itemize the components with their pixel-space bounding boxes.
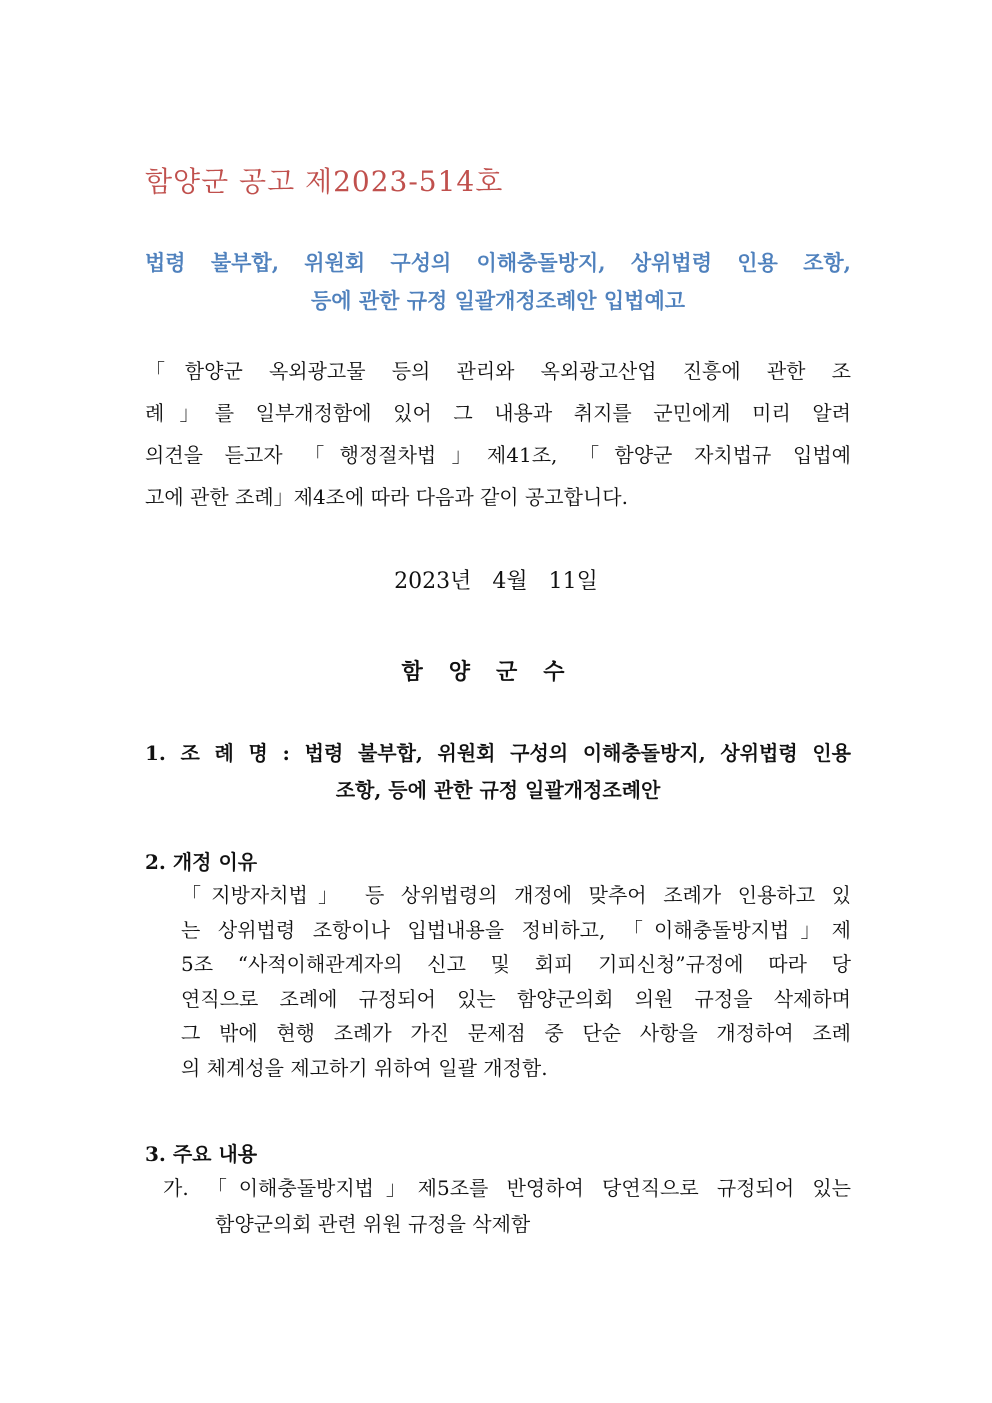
section-2-line: 5조 “사적이해관계자의 신고 및 회피 기피신청”규정에 따라 당 bbox=[181, 952, 851, 976]
section-3-item-line-1: 가. 「이해충돌방지법」제5조를 반영하여 당연직으로 규정되어 있는 bbox=[163, 1176, 851, 1200]
section-2-line: 는 상위법령 조항이나 입법내용을 정비하고, 「이해충돌방지법」제 bbox=[181, 917, 851, 942]
intro-line: 례」를 일부개정함에 있어 그 내용과 취지를 군민에게 미리 알려 bbox=[145, 401, 851, 425]
section-2-body bbox=[181, 878, 851, 1085]
section-2-line: 의 체계성을 제고하기 위하여 일괄 개정함. bbox=[181, 1055, 548, 1080]
section-3-heading: 3. 주요 내용 bbox=[145, 1142, 258, 1166]
section-2-heading: 2. 개정 이유 bbox=[145, 850, 258, 874]
intro-line: 의견을 듣고자 「행정절차법」제41조, 「함양군 자치법규 입법예 bbox=[145, 443, 852, 467]
signer-name: 함양군수 bbox=[401, 659, 591, 685]
notice-title-line-1: 법령 불부합, 위원회 구성의 이해충돌방지, 상위법령 인용 조항, bbox=[145, 250, 851, 275]
intro-line: 고에 관한 조례」제4조에 따라 다음과 같이 공고합니다. bbox=[145, 485, 628, 509]
section-2-line: 그 밖에 현행 조례가 가진 문제점 중 단순 사항을 개정하여 조례 bbox=[181, 1021, 851, 1045]
section-1-line-2: 조항, 등에 관한 규정 일괄개정조례안 bbox=[335, 778, 661, 802]
notice-number: 함양군 공고 제2023-514호 bbox=[145, 165, 504, 198]
intro-line: 「함양군 옥외광고물 등의 관리와 옥외광고산업 진흥에 관한 조 bbox=[145, 359, 851, 383]
section-2-line: 연직으로 조례에 규정되어 있는 함양군의회 의원 규정을 삭제하며 bbox=[181, 986, 851, 1011]
notice-title-line-2: 등에 관한 규정 일괄개정조례안 입법예고 bbox=[310, 288, 686, 313]
notice-title bbox=[145, 244, 851, 320]
section-3-item-line-2: 함양군의회 관련 위원 규정을 삭제함 bbox=[215, 1212, 531, 1236]
section-ordinance-name bbox=[145, 735, 851, 809]
section-3-item bbox=[163, 1170, 851, 1242]
intro-paragraph bbox=[145, 350, 851, 518]
notice-date: 2023년 4월 11일 bbox=[394, 569, 598, 594]
section-2-line: 「지방자치법」 등 상위법령의 개정에 맞추어 조례가 인용하고 있 bbox=[181, 883, 851, 907]
section-1-line-1: 1. 조 례 명 : 법령 불부합, 위원회 구성의 이해충돌방지, 상위법령 인용 bbox=[145, 741, 851, 765]
